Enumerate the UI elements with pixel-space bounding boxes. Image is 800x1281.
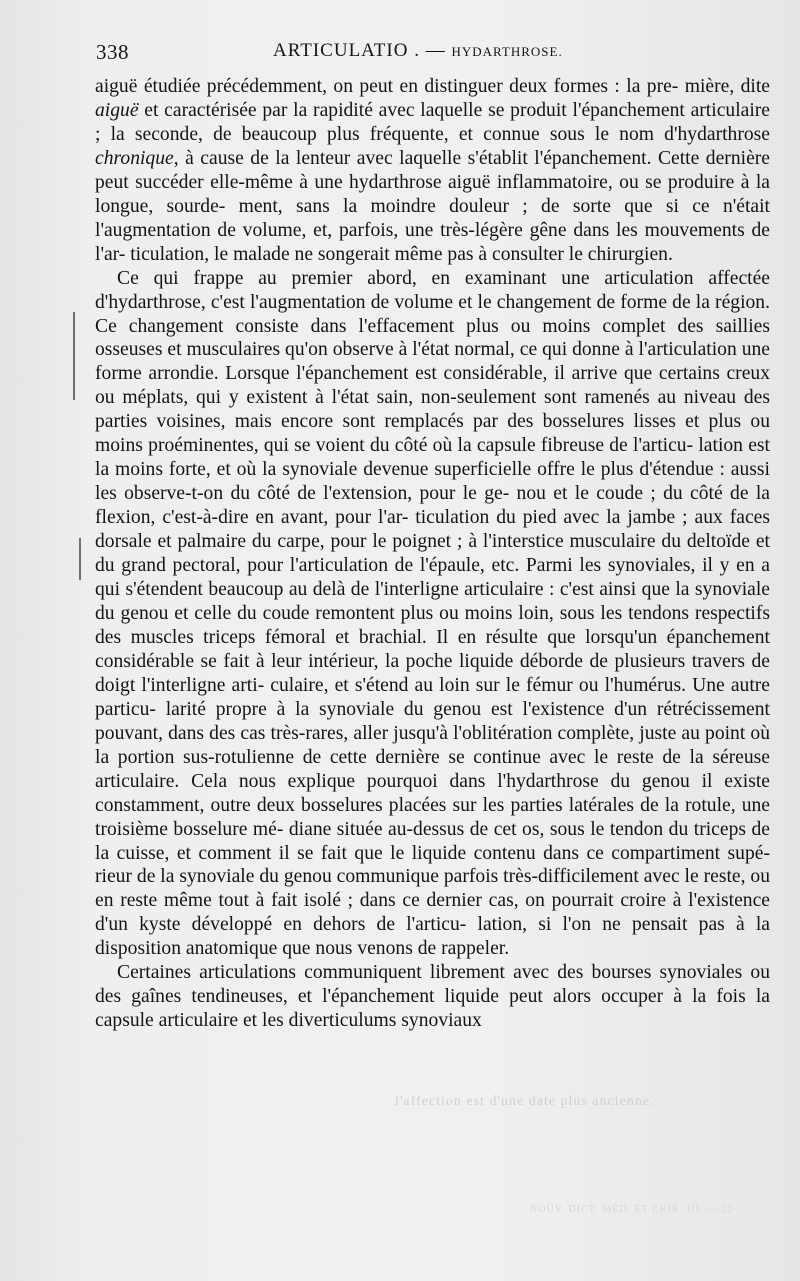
bleed-through-text: NOUV. DICT. MÉD. ET CHIR. III. — 22 xyxy=(530,1204,734,1215)
page-number: 338 xyxy=(96,40,129,64)
text-run: aiguë étudiée précédemment, on peut en distinguer deux formes : la pre- mière, dite xyxy=(95,76,770,97)
text-run: Ce qui frappe au premier abord, en examinant une articulation affectée d'hydarthrose, c'est l'augmentation de volume et le changement de forme de la région. Ce changement consiste dans l'effacement plus ou moins complet des saillies osseuses et musculaires qu'on observe à l'état normal, ce qui donne à l'articulation une forme arrondie. Lorsque l'épanchement est considérable, il arrive que certains creux ou méplats, qui y existent à l'état sain, non-seulement sont ramenés au niveau des parties voisines, mais encore sont remplacés par des bosselures lisses et plus ou moins proéminentes, qui se voient du côté où la capsule fibreuse de l'articu- lation est la moins forte, et où la synoviale devenue superficielle offre le plus d'étendue : aussi les observe-t-on du côté de l'extension, pour le ge- nou et le coude ; du côté de la flexion, c'est-à-dire en avant, pour l'ar- ticulation du pied avec la jambe ; aux faces dorsale et palmaire du carpe, pour le poignet ; à l'interstice musculaire du deltoïde et du grand pectoral, pour l'articulation de l'épaule, etc. Parmi les synoviales, il y en a qui s'étendent beaucoup au delà de l'interligne articulaire : c'est ainsi que la synoviale du genou et celle du coude remontent plus ou moins loin, sous les tendons respectifs des muscles triceps fémoral et brachial. Il en résulte que lorsqu'un épanchement considérable se fait à leur intérieur, la poche liquide déborde de plusieurs travers de doigt l'interligne arti- culaire, et s'étend au loin sur le fémur ou l'humérus. Une autre particu- larité propre à la synoviale du genou est l'existence d'un rétrécissement pouvant, dans des cas très-rares, aller jusqu'à l'oblitération complète, juste au point où la portion sus-rotulienne de cette dernière se continue avec le reste de la séreuse articulaire. Cela nous explique pourquoi dans l'hydarthrose du genou il existe constamment, outre deux bosselures placées sur les parties latérales de la rotule, une troisième bosselure mé- diane située au-dessus de cet os, sous le tendon du triceps de la cuisse, et comment il se fait que le liquide contenu dans ce compartiment supé- rieur de la synoviale du genou communique parfois très-difficilement avec le reste, ou en reste même tout à fait isolé ; dans ce dernier cas, on pourrait croire à l'existence d'un kyste développé en dehors de l'articu- lation, si l'on ne pensait pas à la disposition anatomique que nous venons de rappeler. xyxy=(95,267,770,960)
bleed-through-text: l'affection est d'une date plus ancienne. xyxy=(395,1094,655,1109)
margin-pencil-mark xyxy=(73,312,75,400)
paragraph xyxy=(95,75,770,267)
text-run: , à cause de la lenteur avec laquelle s'établit l'épanchement. Cette dernière peut succéder elle-même à une hydarthrose aiguë inflammatoire, ou se produire à la longue, sourde- ment, sans la moindre douleur ; de sorte que si ce n'était l'augmentation de volume, et, parfois, une très-légère gêne dans les mouvements de l'ar- ticulation, le malade ne songerait même pas à consulter le chirurgien. xyxy=(95,147,770,265)
italic-run: aiguë xyxy=(95,99,139,121)
italic-run: chronique xyxy=(95,147,174,169)
page-header xyxy=(96,40,770,68)
margin-pencil-mark xyxy=(79,538,81,580)
running-title xyxy=(273,40,563,62)
body-text xyxy=(95,75,770,1033)
paragraph xyxy=(95,267,770,962)
running-title-separator: . — xyxy=(414,40,446,61)
running-title-main: ARTICULATIO xyxy=(273,40,409,61)
text-run: et caractérisée par la rapidité avec laquelle se produit l'épanchement articulaire ; la seconde, de beaucoup plus fréquente, et connue sous le nom d'hydarthrose xyxy=(95,99,770,145)
paragraph xyxy=(95,961,770,1033)
running-title-sub: HYDARTHROSE. xyxy=(451,44,563,59)
text-run: Certaines articulations communiquent librement avec des bourses synoviales ou des gaînes tendineuses, et l'épanchement liquide peut alors occuper à la fois la capsule articulaire et les diverticulums synoviaux xyxy=(95,962,770,1032)
